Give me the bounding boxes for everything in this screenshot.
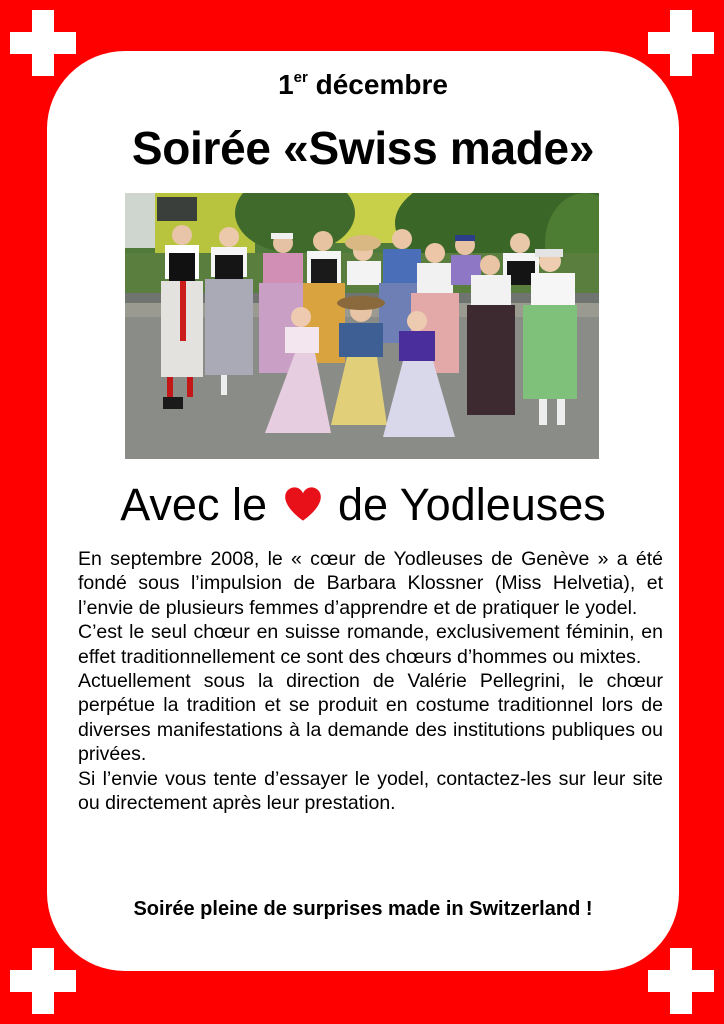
paragraph: Actuellement sous la direction de Valérie Pellegrini, le chœur perpétue la tradition et se produit en costume traditionnel lors de diverses manifestations à la demande des institutions publiques ou privées. — [78, 670, 663, 766]
group-photo-icon — [125, 193, 599, 459]
date-day: 1 — [278, 69, 294, 100]
paragraph: Si l’envie vous tente d’essayer le yodel, contactez-les sur leur site ou directement après leur prestation. — [78, 767, 663, 815]
date-suffix: er — [293, 68, 308, 86]
swiss-cross-icon — [648, 948, 714, 1014]
paragraph: En septembre 2008, le « cœur de Yodleuses de Genève » a été fondé sous l’impulsion de Barbara Klossner (Miss Helvetia), et l’envie de plusieurs femmes d’apprendre et de pratiquer le yodel. — [78, 548, 663, 619]
footer-tagline: Soirée pleine de surprises made in Switzerland ! — [133, 898, 593, 920]
swiss-cross-icon — [10, 10, 76, 76]
swiss-cross-icon — [10, 948, 76, 1014]
heart-icon — [284, 486, 322, 522]
poster-card — [47, 51, 679, 971]
paragraph: C’est le seul chœur en suisse romande, exclusivement féminin, en effet traditionnellement ce sont des chœurs d’hommes ou mixtes. — [78, 621, 663, 668]
subtitle — [47, 479, 679, 531]
page-title: Soirée «Swiss made» — [131, 122, 595, 174]
subtitle-before: Avec le — [120, 479, 267, 530]
swiss-cross-icon — [648, 10, 714, 76]
group-photo — [125, 193, 599, 459]
subtitle-after: de Yodleuses — [338, 479, 606, 530]
description — [78, 547, 663, 815]
event-date — [47, 69, 679, 101]
date-month: décembre — [315, 69, 448, 100]
